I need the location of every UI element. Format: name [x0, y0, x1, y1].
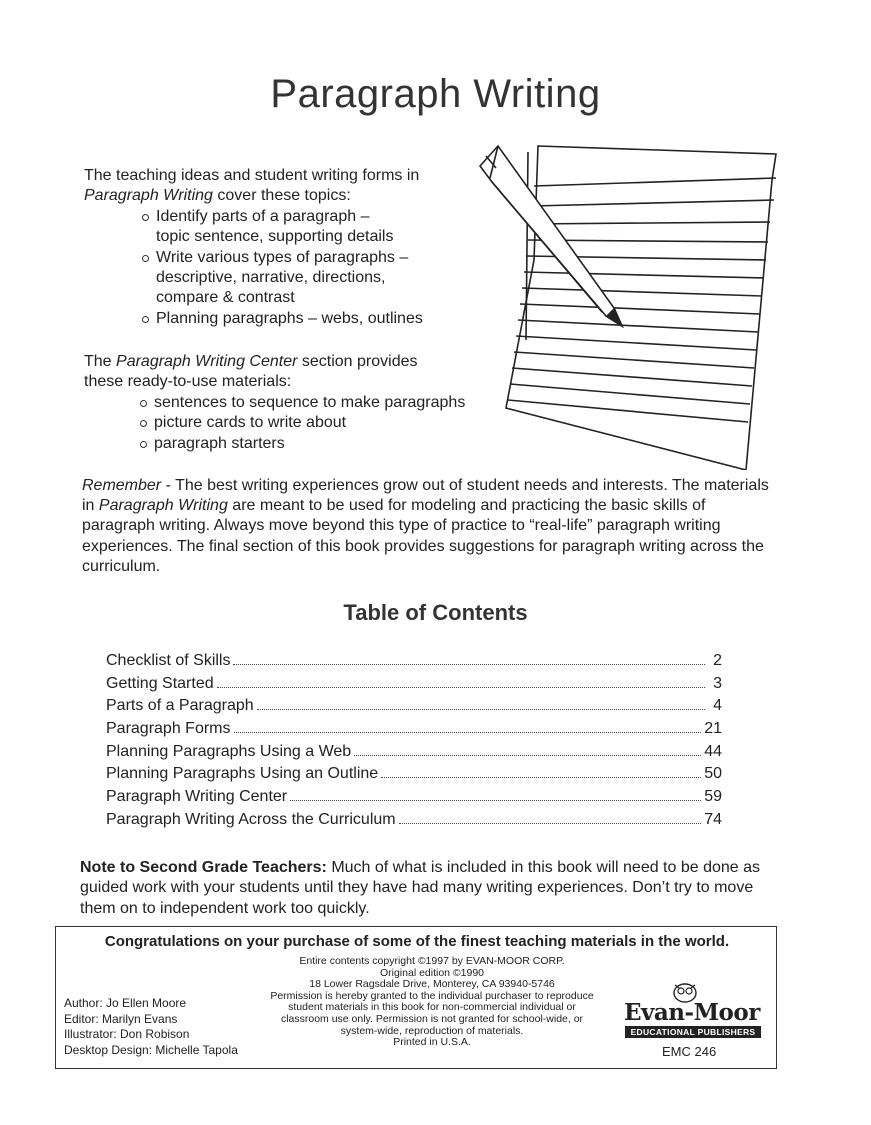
intro-section — [84, 166, 504, 329]
toc-entry — [106, 675, 722, 698]
toc-page: 3 — [713, 674, 722, 692]
credit-line: Illustrator: Don Robison — [64, 1027, 190, 1042]
toc-leader — [354, 755, 701, 756]
credit-line: Author: Jo Ellen Moore — [64, 996, 187, 1010]
center-text: section provides — [297, 353, 418, 370]
toc-entry — [106, 765, 722, 788]
toc-label: Parts of a Paragraph — [106, 697, 254, 715]
note-lead: Note to Second Grade Teachers: — [80, 859, 327, 876]
copyright-line: student materials in this book for non-commercial individual or — [288, 1001, 576, 1014]
teacher-note — [80, 858, 780, 919]
toc-label: Getting Started — [106, 674, 214, 692]
table-of-contents — [106, 652, 722, 834]
credit-line: Desktop Design: Michelle Tapola — [64, 1042, 238, 1057]
toc-label: Paragraph Forms — [106, 720, 231, 738]
toc-leader — [290, 800, 701, 801]
remember-lead: Remember — [82, 477, 162, 494]
page-title: Paragraph Writing — [270, 72, 601, 116]
copyright-line: 18 Lower Ragsdale Drive, Monterey, CA 93940-5746 — [309, 978, 555, 991]
materials-list — [84, 393, 504, 454]
congrats-banner: Congratulations on your purchase of some of the finest teaching materials in the world. — [104, 933, 730, 950]
note-line: them on to independent work too quickly. — [80, 899, 370, 917]
credits — [64, 996, 238, 1058]
intro-text: cover these topics: — [212, 187, 351, 205]
toc-leader — [257, 709, 705, 710]
logo-wordmark: Evan-Moor — [624, 999, 760, 1026]
topic-text: topic sentence, supporting details — [156, 228, 394, 246]
copyright-line: Original edition ©1990 — [379, 966, 485, 979]
toc-entry — [106, 788, 722, 811]
material-item: sentences to sequence to make paragraphs — [84, 393, 504, 413]
copyright-line: Printed in U.S.A. — [393, 1036, 471, 1049]
remember-line: paragraph writing. Always move beyond this type of practice to “real-life” paragraph writing — [82, 517, 721, 535]
publisher-box — [55, 926, 777, 1069]
catalog-number: EMC 246 — [662, 1044, 717, 1059]
toc-entry — [106, 743, 722, 766]
toc-page: 4 — [713, 697, 722, 715]
remember-line — [82, 496, 782, 516]
remember-text: are meant to be used for modeling and practicing the basic skills of — [227, 497, 706, 515]
toc-leader — [233, 664, 705, 665]
copyright-line: Permission is hereby granted to the individual purchaser to reproduce — [270, 989, 594, 1002]
toc-entry — [106, 720, 722, 743]
topic-text: compare & contrast — [156, 289, 295, 307]
center-line — [84, 352, 504, 372]
topic-item — [84, 248, 504, 309]
topics-list — [84, 207, 504, 329]
toc-leader — [217, 687, 705, 688]
toc-label: Checklist of Skills — [106, 652, 231, 669]
toc-page: 2 — [713, 652, 722, 669]
topic-item — [84, 207, 504, 248]
toc-leader — [234, 732, 702, 733]
remember-text: - The best writing experiences grow out of student needs and interests. The materials — [161, 477, 769, 494]
credit-line: Editor: Marilyn Evans — [64, 1011, 178, 1026]
publisher-logo — [622, 979, 766, 1063]
toc-leader — [399, 823, 702, 824]
toc-page: 21 — [704, 720, 722, 738]
toc-label: Paragraph Writing Center — [106, 788, 288, 806]
remember-line: experiences. The final section of this book provides suggestions for paragraph writing across the — [82, 537, 764, 555]
book-title-italic: Paragraph Writing — [84, 187, 213, 205]
toc-label: Planning Paragraphs Using an Outline — [106, 765, 379, 783]
material-item: paragraph starters — [84, 434, 504, 454]
toc-page: 74 — [704, 810, 722, 828]
center-italic: Paragraph Writing Center — [116, 353, 298, 370]
toc-leader — [381, 777, 701, 778]
note-line: guided work with your students until they have had many writing experiences. Don’t try to move — [80, 879, 754, 897]
note-text: Much of what is included in this book will need to be done as — [326, 859, 761, 876]
copyright-line: system-wide, reproduction of materials. — [340, 1024, 524, 1037]
remember-line — [82, 476, 782, 496]
toc-page: 50 — [704, 765, 722, 783]
center-text: The — [84, 353, 117, 370]
remember-line: curriculum. — [82, 557, 161, 575]
center-line: these ready-to-use materials: — [84, 373, 292, 391]
copyright-line: Entire contents copyright ©1997 by EVAN-MOOR CORP. — [299, 955, 565, 967]
intro-line: The teaching ideas and student writing forms in — [84, 167, 420, 184]
toc-label: Paragraph Writing Across the Curriculum — [106, 810, 396, 828]
remember-text: in — [82, 497, 99, 515]
topic-text: Planning paragraphs – webs, outlines — [156, 309, 423, 327]
writing-center-section — [84, 352, 504, 454]
toc-heading: Table of Contents — [343, 600, 528, 625]
copyright-notice — [252, 956, 612, 1049]
topic-text: descriptive, narrative, directions, — [156, 269, 386, 287]
toc-entry — [106, 697, 722, 720]
pencil-paper-illustration — [476, 140, 786, 470]
toc-label: Planning Paragraphs Using a Web — [106, 742, 352, 760]
remember-italic: Paragraph Writing — [98, 497, 228, 515]
toc-entry — [106, 811, 722, 834]
note-line — [80, 858, 780, 878]
toc-page: 59 — [704, 788, 722, 806]
topic-text: Identify parts of a paragraph – — [156, 207, 370, 225]
material-item: picture cards to write about — [84, 413, 504, 433]
toc-entry — [106, 652, 722, 675]
topic-item — [84, 309, 504, 329]
toc-page: 44 — [704, 742, 722, 760]
logo-subtitle: EDUCATIONAL PUBLISHERS — [625, 1026, 761, 1038]
copyright-line: classroom use only. Permission is not granted for school-wide, or — [280, 1012, 584, 1025]
topic-text: Write various types of paragraphs – — [156, 248, 409, 266]
remember-paragraph — [82, 476, 782, 577]
intro-line — [84, 186, 504, 206]
